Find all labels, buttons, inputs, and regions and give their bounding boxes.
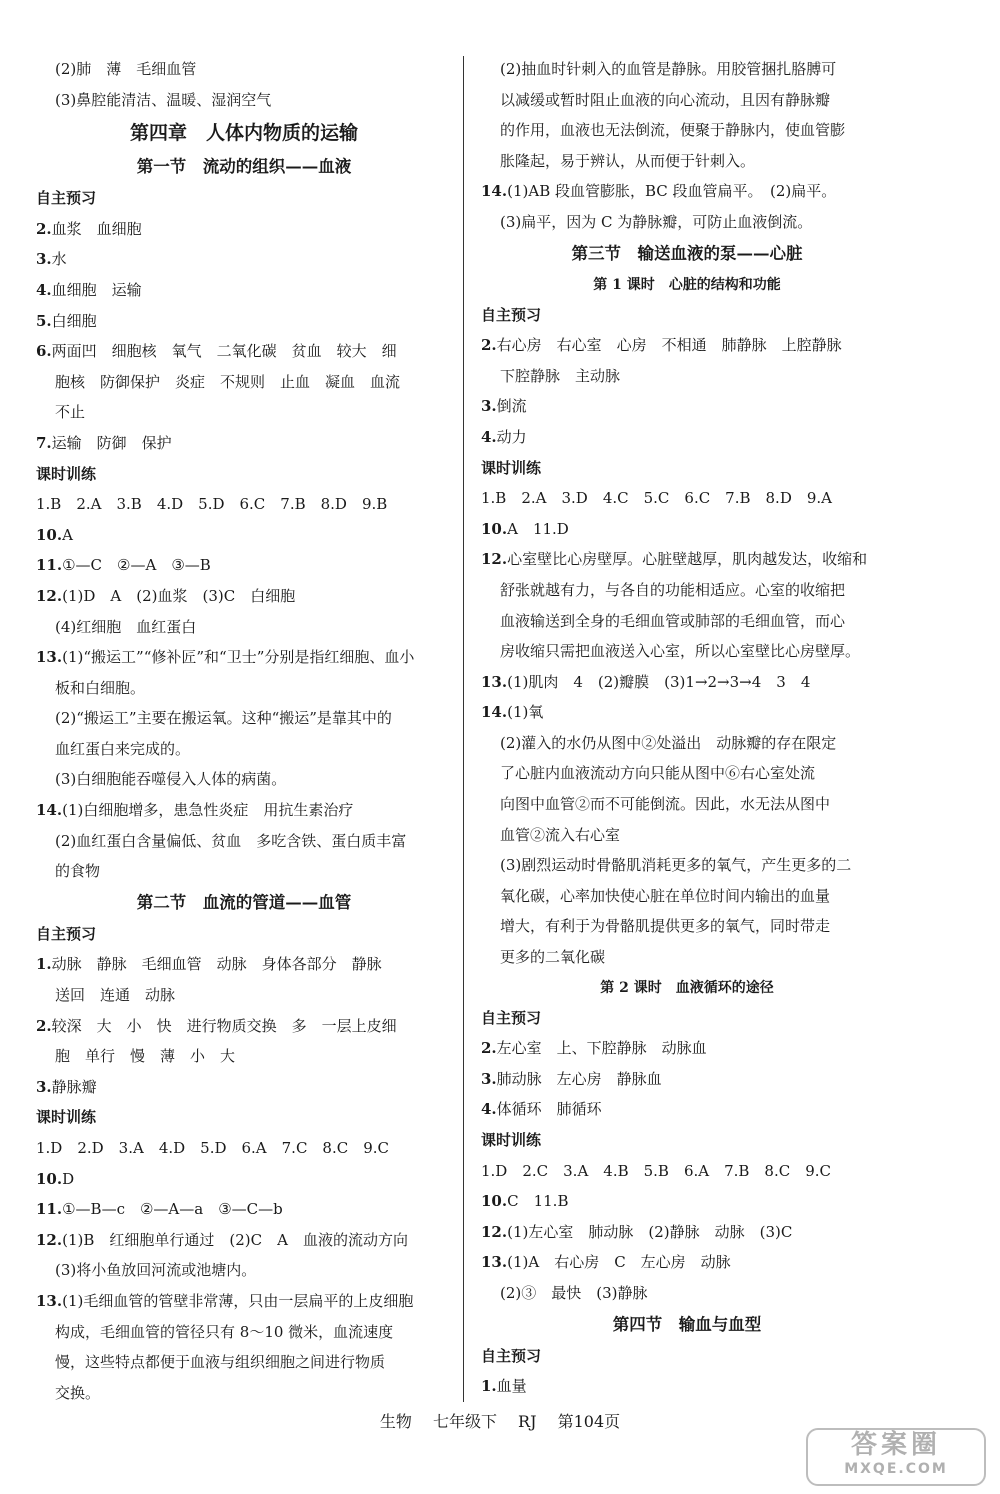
left-line-42 — [36, 1347, 452, 1378]
right-line-4 — [481, 176, 893, 207]
question-number: 7. — [36, 433, 52, 452]
line-text: 向图中血管②而不可能倒流。因此，水无法从图中 — [500, 795, 831, 814]
left-line-23 — [36, 764, 452, 795]
watermark-url: MXQE.COM — [844, 1461, 948, 1477]
line-text: 1.D 2.D 3.A 4.D 5.D 6.A 7.C 8.C 9.C — [36, 1139, 390, 1157]
line-text: 课时训练 — [481, 1131, 542, 1149]
right-line-12 — [481, 422, 893, 453]
line-text: 心室壁比心房壁厚。心脏壁越厚，肌肉越发达，收缩和 — [507, 550, 868, 569]
footer-grade: 七年级下 — [432, 1412, 497, 1431]
line-text: 血量 — [496, 1377, 527, 1396]
line-text: 送回 连通 动脉 — [55, 986, 176, 1005]
question-number: 12. — [481, 550, 508, 569]
question-number: 2. — [36, 1016, 52, 1035]
line-text: 课时训练 — [36, 464, 97, 483]
right-line-32 — [481, 1033, 893, 1064]
line-text: 右心房 右心室 心房 不相通 肺静脉 上腔静脉 — [496, 336, 842, 355]
question-number: 5. — [36, 311, 52, 330]
question-number: 1. — [481, 1377, 497, 1396]
left-line-36 — [36, 1164, 452, 1195]
right-heading-7 — [481, 270, 893, 300]
left-line-22 — [36, 734, 452, 765]
line-text: 第 1 课时 心脏的结构和功能 — [593, 276, 781, 293]
line-text: 第三节 输送血液的泵——心脏 — [571, 243, 803, 263]
line-text: 自主预习 — [36, 924, 97, 943]
left-line-12 — [36, 428, 452, 459]
left-line-38 — [36, 1225, 452, 1256]
right-line-23 — [481, 758, 893, 789]
right-line-5 — [481, 207, 893, 238]
line-text: A — [62, 525, 73, 544]
line-text: 交换。 — [55, 1383, 101, 1402]
line-text: 血液输送到全身的毛细血管或肺部的毛细血管，而心 — [500, 611, 846, 630]
question-number: 10. — [36, 525, 63, 544]
question-number: 13. — [481, 1253, 508, 1272]
line-text: (1)肌肉 4 (2)瓣膜 (3)1→2→3→4 3 4 — [507, 672, 811, 691]
right-line-42 — [481, 1341, 893, 1372]
question-number: 10. — [481, 1192, 508, 1211]
left-heading-3 — [36, 151, 452, 183]
line-text: 自主预习 — [481, 1008, 542, 1027]
question-number: 3. — [481, 397, 497, 416]
left-line-14 — [36, 489, 452, 520]
question-number: 2. — [481, 336, 497, 355]
right-line-34 — [481, 1094, 893, 1125]
right-line-24 — [481, 789, 893, 820]
watermark-title: 答案圈 — [850, 1430, 941, 1460]
question-number: 1. — [36, 955, 52, 974]
line-text: 胞核 防御保护 炎症 不规则 止血 凝血 血流 — [55, 372, 401, 391]
line-text: (1)毛细血管的管壁非常薄，只由一层扁平的上皮细胞 — [62, 1291, 414, 1310]
line-text: 第二节 血流的管道——血管 — [136, 892, 352, 912]
left-line-34 — [36, 1102, 452, 1133]
line-text: 课时训练 — [481, 458, 542, 477]
line-text: 更多的二氧化碳 — [500, 948, 606, 967]
left-line-0 — [36, 54, 452, 85]
left-line-20 — [36, 673, 452, 704]
line-text: (1)AB 段血管膨胀，BC 段血管扁平。 (2)扁平。 — [507, 182, 837, 201]
column-divider — [463, 56, 464, 1402]
line-text: 下腔静脉 主动脉 — [500, 366, 621, 385]
left-line-29 — [36, 949, 452, 980]
line-text: (3)鼻腔能清洁、温暖、湿润空气 — [55, 90, 272, 109]
line-text: 的作用，血液也无法倒流，便聚于静脉内，使血管膨 — [500, 121, 846, 140]
right-line-29 — [481, 942, 893, 973]
right-line-38 — [481, 1217, 893, 1248]
question-number: 12. — [481, 1222, 508, 1241]
line-text: 房收缩只需把血液送入心室，所以心室壁比心房壁厚。 — [500, 642, 861, 661]
right-line-18 — [481, 606, 893, 637]
line-text: 白细胞 — [51, 311, 97, 330]
line-text: (1)氧 — [507, 703, 544, 722]
left-line-24 — [36, 795, 452, 826]
line-text: (2)③ 最快 (3)静脉 — [500, 1283, 648, 1302]
left-heading-27 — [36, 887, 452, 919]
left-line-21 — [36, 703, 452, 734]
line-text: 运输 防御 保护 — [51, 433, 172, 452]
right-line-11 — [481, 391, 893, 422]
line-text: (2)灌入的水仍从图中②处溢出 动脉瓣的存在限定 — [500, 733, 837, 752]
question-number: 10. — [481, 519, 508, 538]
line-text: D — [62, 1169, 75, 1188]
line-text: (2)肺 薄 毛细血管 — [55, 60, 197, 78]
question-number: 12. — [36, 586, 63, 605]
line-text: 肺动脉 左心房 静脉血 — [496, 1069, 662, 1088]
question-number: 2. — [36, 219, 52, 238]
right-line-31 — [481, 1003, 893, 1034]
right-line-17 — [481, 575, 893, 606]
left-line-15 — [36, 520, 452, 551]
question-number: 3. — [36, 250, 52, 269]
left-line-18 — [36, 612, 452, 643]
right-line-16 — [481, 544, 893, 575]
left-line-7 — [36, 275, 452, 306]
line-text: 胞 单行 慢 薄 小 大 — [55, 1047, 236, 1066]
right-line-37 — [481, 1186, 893, 1217]
left-line-8 — [36, 306, 452, 337]
left-line-32 — [36, 1041, 452, 1072]
line-text: 第四章 人体内物质的运输 — [129, 122, 358, 145]
question-number: 6. — [36, 342, 52, 361]
line-text: 板和白细胞。 — [55, 678, 146, 697]
left-line-41 — [36, 1317, 452, 1348]
left-line-43 — [36, 1378, 452, 1409]
line-text: C 11.B — [507, 1192, 569, 1211]
right-line-0 — [481, 54, 893, 85]
left-line-30 — [36, 980, 452, 1011]
right-line-43 — [481, 1371, 893, 1402]
line-text: (3)白细胞能吞噬侵入人体的病菌。 — [55, 770, 287, 789]
question-number: 12. — [36, 1230, 63, 1249]
line-text: 构成，毛细血管的管径只有 8～10 微米，血流速度 — [55, 1322, 394, 1341]
line-text: 体循环 肺循环 — [496, 1100, 602, 1119]
line-text: 舒张就越有力，与各自的功能相适应。心室的收缩把 — [500, 580, 846, 599]
line-text: 血管②流入右心室 — [500, 825, 621, 844]
line-text: (2)“搬运工”主要在搬运氧。这种“搬运”是靠其中的 — [55, 709, 392, 728]
line-text: (1)D A (2)血浆 (3)C 白细胞 — [62, 586, 296, 605]
right-line-1 — [481, 85, 893, 116]
question-number: 10. — [36, 1169, 63, 1188]
line-text: (2)血红蛋白含量偏低、贫血 多吃含铁、蛋白质丰富 — [55, 831, 407, 850]
line-text: 自主预习 — [36, 189, 97, 208]
question-number: 4. — [481, 427, 497, 446]
footer-page-number: 第104页 — [557, 1412, 621, 1431]
line-text: 增大，有利于为骨骼肌提供更多的氧气，同时带走 — [500, 917, 831, 936]
left-line-10 — [36, 367, 452, 398]
right-line-39 — [481, 1247, 893, 1278]
question-number: 14. — [481, 703, 508, 722]
right-line-14 — [481, 483, 893, 514]
line-text: 两面凹 细胞核 氧气 二氧化碳 贫血 较大 细 — [51, 342, 397, 361]
left-line-11 — [36, 397, 452, 428]
line-text: 血浆 血细胞 — [51, 219, 142, 238]
line-text: (1)A 右心房 C 左心房 动脉 — [507, 1253, 731, 1272]
question-number: 11. — [36, 1200, 63, 1219]
line-text: ①—B—c ②—A—a ③—C—b — [62, 1200, 283, 1219]
left-line-26 — [36, 856, 452, 887]
left-line-19 — [36, 642, 452, 673]
footer-subject: 生物 — [379, 1412, 412, 1431]
line-text: 倒流 — [496, 397, 527, 416]
right-line-22 — [481, 728, 893, 759]
line-text: 的食物 — [55, 862, 101, 881]
line-text: 动力 — [496, 427, 527, 446]
question-number: 3. — [481, 1069, 497, 1088]
line-text: 左心室 上、下腔静脉 动脉血 — [496, 1039, 707, 1058]
left-line-6 — [36, 244, 452, 275]
line-text: 水 — [51, 250, 67, 269]
line-text: (1)B 红细胞单行通过 (2)C A 血液的流动方向 — [62, 1230, 408, 1249]
line-text: 慢，这些特点都便于血液与组织细胞之间进行物质 — [55, 1353, 386, 1372]
left-line-13 — [36, 459, 452, 490]
right-line-2 — [481, 115, 893, 146]
line-text: 较深 大 小 快 进行物质交换 多 一层上皮细 — [51, 1016, 397, 1035]
right-line-9 — [481, 330, 893, 361]
line-text: (3)将小鱼放回河流或池塘内。 — [55, 1261, 257, 1280]
line-text: (1)“搬运工”“修补匠”和“卫士”分别是指红细胞、血小 — [62, 648, 415, 667]
line-text: 血红蛋白来完成的。 — [55, 739, 191, 758]
line-text: 以减缓或暂时阻止血液的向心流动，且因有静脉瓣 — [500, 90, 831, 109]
question-number: 13. — [481, 672, 508, 691]
right-line-20 — [481, 667, 893, 698]
question-number: 4. — [36, 280, 52, 299]
left-line-4 — [36, 183, 452, 214]
line-text: 第一节 流动的组织——血液 — [136, 157, 352, 177]
right-line-25 — [481, 820, 893, 851]
line-text: ①—C ②—A ③—B — [62, 556, 211, 575]
right-line-21 — [481, 697, 893, 728]
left-line-37 — [36, 1194, 452, 1225]
line-text: 动脉 静脉 毛细血管 动脉 身体各部分 静脉 — [51, 955, 382, 974]
line-text: 1.B 2.A 3.D 4.C 5.C 6.C 7.B 8.D 9.A — [481, 489, 832, 508]
line-text: 课时训练 — [36, 1108, 97, 1127]
line-text: (3)扁平，因为 C 为静脉瓣，可防止血液倒流。 — [500, 212, 813, 231]
left-line-40 — [36, 1286, 452, 1317]
line-text: 不止 — [55, 403, 86, 422]
footer-edition: RJ — [518, 1412, 537, 1431]
line-text: 第四节 输血与血型 — [612, 1314, 762, 1334]
left-line-28 — [36, 919, 452, 950]
right-heading-6 — [481, 238, 893, 270]
left-line-1 — [36, 85, 452, 116]
right-line-15 — [481, 514, 893, 545]
left-column — [36, 54, 452, 1408]
right-line-10 — [481, 361, 893, 392]
line-text: 静脉瓣 — [51, 1077, 97, 1096]
question-number: 2. — [481, 1039, 497, 1058]
question-number: 11. — [36, 556, 63, 575]
left-heading-2 — [36, 115, 452, 151]
line-text: 血细胞 运输 — [51, 280, 142, 299]
line-text: 第 2 课时 血液循环的途径 — [600, 979, 774, 996]
right-line-3 — [481, 146, 893, 177]
left-line-16 — [36, 550, 452, 581]
left-line-17 — [36, 581, 452, 612]
line-text: (1)左心室 肺动脉 (2)静脉 动脉 (3)C — [507, 1222, 793, 1241]
right-line-36 — [481, 1156, 893, 1187]
line-text: 自主预习 — [481, 305, 542, 324]
right-line-28 — [481, 911, 893, 942]
line-text: 自主预习 — [481, 1346, 542, 1365]
line-text: (4)红细胞 血红蛋白 — [55, 617, 197, 636]
left-line-9 — [36, 336, 452, 367]
question-number: 3. — [36, 1077, 52, 1096]
line-text: 1.B 2.A 3.B 4.D 5.D 6.C 7.B 8.D 9.B — [36, 495, 388, 514]
left-line-31 — [36, 1011, 452, 1042]
line-text: 1.D 2.C 3.A 4.B 5.B 6.A 7.B 8.C 9.C — [481, 1161, 831, 1180]
left-line-25 — [36, 826, 452, 857]
question-number: 14. — [36, 801, 63, 820]
line-text: 胀隆起，易于辨认，从而便于针刺入。 — [500, 151, 756, 170]
question-number: 4. — [481, 1100, 497, 1119]
right-line-27 — [481, 881, 893, 912]
line-text: A 11.D — [507, 519, 569, 538]
right-line-8 — [481, 300, 893, 331]
line-text: 了心脏内血液流动方向只能从图中⑥右心室处流 — [500, 764, 816, 783]
right-heading-41 — [481, 1309, 893, 1341]
left-line-33 — [36, 1072, 452, 1103]
line-text: (2)抽血时针刺入的血管是静脉。用胶管捆扎胳膊可 — [500, 60, 837, 78]
question-number: 14. — [481, 182, 508, 201]
question-number: 13. — [36, 1291, 63, 1310]
right-column — [481, 54, 893, 1402]
right-heading-30 — [481, 973, 893, 1003]
left-line-5 — [36, 214, 452, 245]
right-line-19 — [481, 636, 893, 667]
right-line-13 — [481, 453, 893, 484]
left-line-35 — [36, 1133, 452, 1164]
line-text: (3)剧烈运动时骨骼肌消耗更多的氧气，产生更多的二 — [500, 856, 852, 875]
line-text: (1)白细胞增多，患急性炎症 用抗生素治疗 — [62, 801, 354, 820]
left-line-39 — [36, 1255, 452, 1286]
watermark-logo — [806, 1428, 986, 1486]
right-line-33 — [481, 1064, 893, 1095]
right-line-35 — [481, 1125, 893, 1156]
line-text: 氧化碳，心率加快使心脏在单位时间内输出的血量 — [500, 886, 831, 905]
right-line-40 — [481, 1278, 893, 1309]
right-line-26 — [481, 850, 893, 881]
question-number: 13. — [36, 648, 63, 667]
